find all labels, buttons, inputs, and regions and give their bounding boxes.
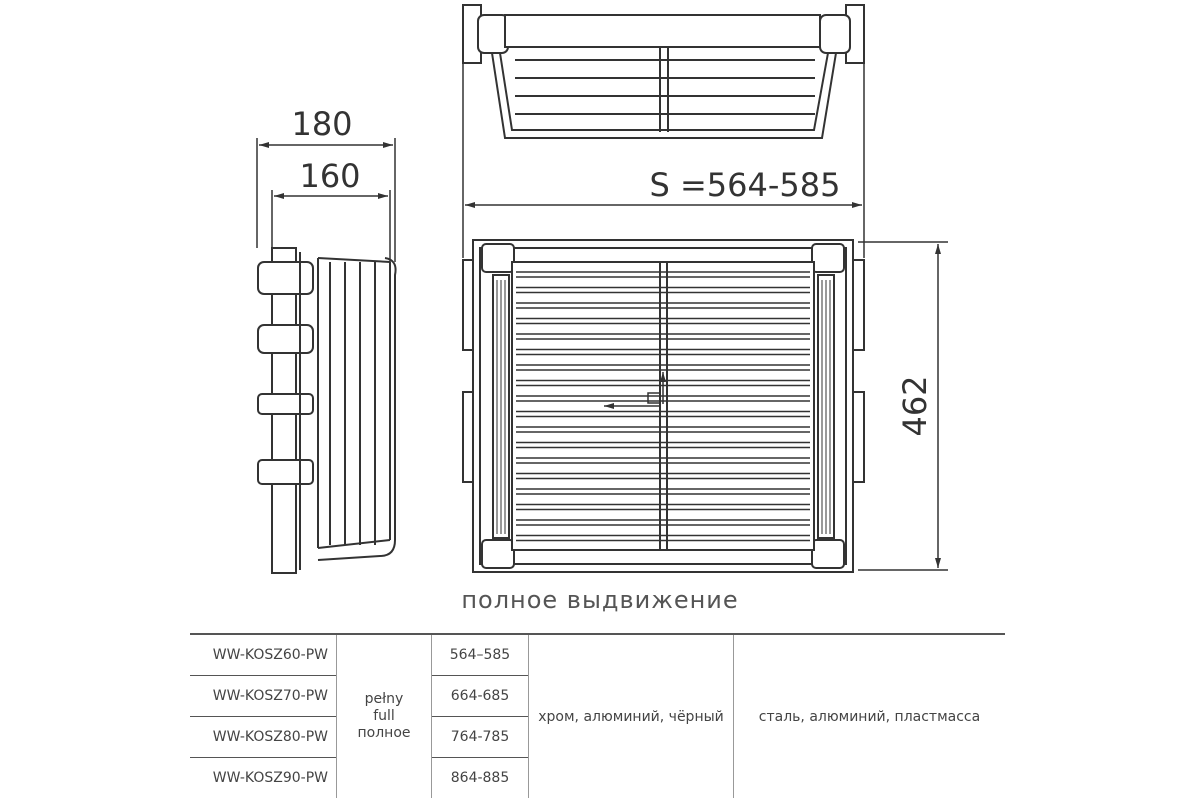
spec-table (190, 633, 1005, 798)
front-view (463, 240, 864, 572)
caption: полное выдвижение (461, 586, 739, 614)
dim-s-label: S =564-585 (649, 166, 841, 204)
size-range: 764-785 (432, 717, 529, 758)
extension-type (337, 634, 432, 798)
size-range: 864-885 (432, 758, 529, 799)
extension-ru: полное (357, 725, 411, 741)
size-range: 664-685 (432, 676, 529, 717)
model-code: WW-KOSZ70-PW (190, 676, 337, 717)
model-code: WW-KOSZ80-PW (190, 717, 337, 758)
extension-en: full (373, 708, 395, 724)
size-range: 564–585 (432, 634, 529, 676)
material-cell: сталь, алюминий, пластмасса (734, 634, 1006, 798)
dim-462-label: 462 (896, 375, 934, 437)
model-code: WW-KOSZ60-PW (190, 634, 337, 676)
front-width-dimension (463, 60, 864, 258)
side-view (258, 248, 396, 573)
model-code: WW-KOSZ90-PW (190, 758, 337, 799)
table-row (190, 634, 1005, 676)
dim-180-label: 180 (291, 105, 353, 143)
color-cell: хром, алюминий, чёрный (529, 634, 734, 798)
dim-160-label: 160 (299, 157, 361, 195)
top-view (463, 5, 864, 138)
extension-pl: pełny (364, 691, 404, 707)
